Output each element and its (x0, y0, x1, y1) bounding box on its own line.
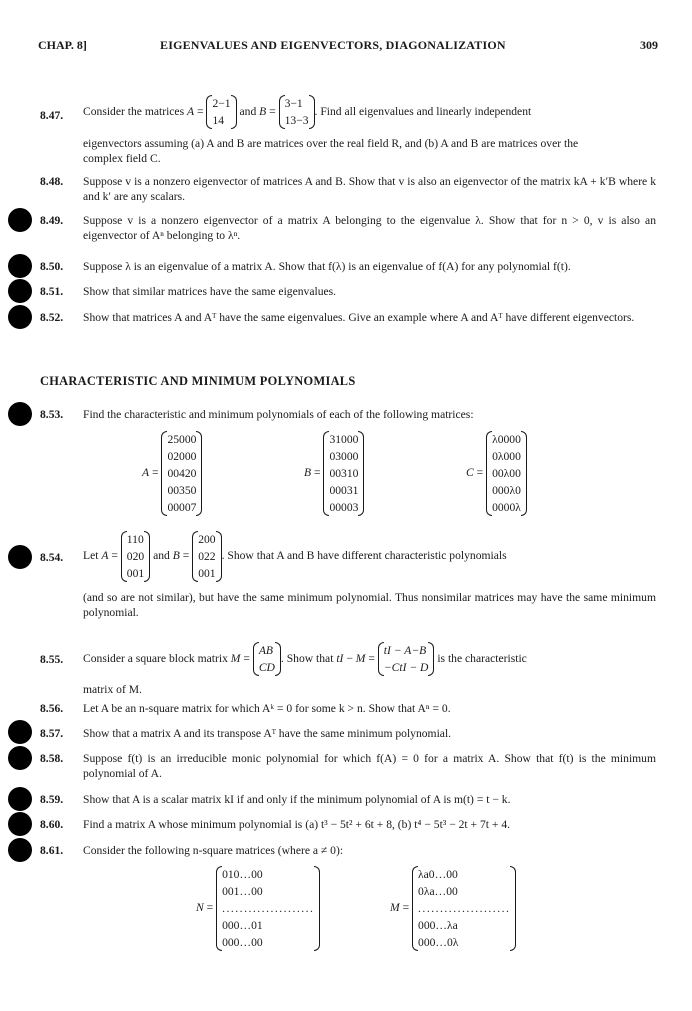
matrix-body (206, 95, 236, 129)
matrix-cell: 0 (341, 449, 347, 463)
matrix-cell: … (239, 935, 252, 949)
bullet-marker (8, 787, 32, 811)
matrix-row (167, 499, 196, 516)
matrix-cell: 1 (335, 432, 342, 446)
matrix-cell: a (429, 884, 435, 898)
matrix-row (127, 548, 144, 565)
matrix-cell: 0 (227, 884, 234, 898)
matrix-cell: 0 (346, 500, 353, 514)
matrix-cell: … (434, 867, 447, 881)
page-number: 309 (640, 38, 658, 52)
matrix-cell: 0 (256, 935, 263, 949)
bullet-marker (8, 208, 32, 232)
matrix-cell: 3 (352, 500, 359, 514)
right-paren (510, 866, 516, 951)
matrix-cell: B (265, 644, 273, 657)
matrix-cell: 5 (173, 432, 180, 446)
problem-8-50: 8.50. Suppose λ is an eigenvalue of a matrix A. Show that f(λ) is an eigenvalue of f(A) for any polynomial f(t). (40, 260, 571, 273)
matrix-ellipsis-row: ..................... (222, 901, 315, 915)
matrix-cell: 0 (126, 566, 133, 580)
matrix-row (259, 659, 275, 676)
matrix-body (216, 866, 320, 951)
problem-8-52: 8.52. Show that matrices A and Aᵀ have the same eigenvalues. Give an example where A and Aᵀ have different eigenvectors. (40, 311, 635, 324)
matrix-cell: 3 (335, 449, 342, 463)
matrix-cell: 0 (503, 483, 510, 497)
page-header (38, 38, 658, 56)
matrix-cell: 0 (179, 449, 185, 463)
matrix-cell: 1 (227, 867, 234, 881)
matrix-block-a: A = 25000 02000 00420 00350 00007 (142, 430, 202, 516)
matrix-cell: 0 (251, 918, 257, 932)
matrix-row (418, 934, 510, 951)
matrix-cell: 13 (284, 114, 297, 127)
matrix-cell: 0 (329, 449, 336, 463)
matrix-cell: … (239, 918, 252, 932)
matrix-cell: 2 (203, 549, 210, 563)
matrix-body (412, 866, 516, 951)
matrix-cell: 0 (167, 483, 174, 497)
matrix-row (222, 934, 314, 951)
matrix-cell: … (435, 935, 447, 949)
matrix-cell: 0 (179, 432, 185, 446)
matrix-cell: 0 (251, 867, 257, 881)
matrix-cell: 0 (209, 532, 216, 546)
matrix-cell: 1 (209, 566, 216, 580)
matrix-row (329, 431, 358, 448)
matrix-cell: 0 (515, 466, 521, 480)
right-paren (358, 431, 364, 516)
matrix-cell: 3 (341, 466, 347, 480)
matrix-row (222, 917, 314, 934)
matrix-cell: 0 (497, 432, 504, 446)
matrix-cell: 0 (335, 500, 342, 514)
matrix-ti-minus-m (378, 642, 435, 676)
matrix-cell: A (258, 644, 266, 657)
matrix-cell: 0 (509, 449, 516, 463)
matrix-cell: 0 (352, 432, 359, 446)
matrix-body (161, 431, 202, 516)
matrix-cell: 0 (256, 867, 263, 881)
matrix-cell: 4 (179, 466, 185, 480)
matrix-cell: 0 (418, 935, 424, 949)
matrix-cell: 0 (233, 918, 240, 932)
matrix-b (192, 531, 221, 582)
matrix-cell: 0 (132, 566, 139, 580)
matrix-cell: 0 (428, 867, 435, 881)
right-paren (231, 95, 237, 129)
matrix-cell: 1 (126, 532, 133, 546)
problem-8-60: 8.60. Find a matrix A whose minimum polynomial is (a) t³ − 5t² + 6t + 8, (b) t⁴ − 5t³ − 2t + 7t + 4. (40, 818, 511, 831)
matrix-cell: 2 (132, 549, 139, 563)
matrix-row (492, 499, 521, 516)
problem-8-55: 8.55. Consider a square block matrix M = AB CD . Show that tI − M = tI − A−B −CtI − D is the characteristic matrix of M. (40, 644, 527, 696)
matrix-row (259, 642, 275, 659)
matrix-row (167, 431, 196, 448)
matrix-cell: 1 (138, 566, 145, 580)
matrix-row (492, 431, 521, 448)
matrix-b (323, 431, 364, 516)
right-paren (521, 431, 527, 516)
matrix-row (329, 465, 358, 482)
matrix-cell: 0 (190, 483, 197, 497)
matrix-row (167, 465, 196, 482)
matrix-cell: 0 (509, 432, 516, 446)
matrix-cell: 0 (190, 432, 197, 446)
matrix-row (167, 448, 196, 465)
right-paren (275, 642, 281, 676)
matrix-cell: … (434, 884, 447, 898)
bullet-marker (8, 402, 32, 426)
matrix-cell: 0 (418, 918, 424, 932)
problem-8-49: 8.49. Suppose v is a nonzero eigenvector of a matrix A belonging to the eigenvalue λ. Show that for n > 0, v is also an eigenvector of Aⁿ belonging to λⁿ. (40, 214, 656, 243)
matrix-b (279, 95, 315, 129)
matrix-cell: … (239, 884, 252, 898)
matrix-cell: 0 (137, 532, 144, 546)
matrix-cell: 0 (429, 918, 436, 932)
matrix-n (216, 866, 320, 951)
chapter-label: CHAP. 8] (38, 38, 87, 52)
matrix-cell: 0 (341, 432, 347, 446)
matrix-a (121, 531, 150, 582)
problem-8-58: 8.58. Suppose f(t) is an irreducible monic polynomial for which f(A) = 0 for a matrix A. Show that f(t) is the minimum polynomial of A. (40, 752, 656, 781)
matrix-cell: 2 (173, 449, 180, 463)
matrix-cell: a (423, 867, 429, 881)
matrix-cell: 0 (184, 449, 191, 463)
problem-8-48: 8.48. Suppose v is a nonzero eigenvector of matrices A and B. Show that v is also an eigenvector of the matrix kA + k′B where k and k′ are any scalars. (40, 175, 656, 204)
matrix-row (285, 95, 309, 112)
matrix-row (285, 112, 309, 129)
matrix-cell: 0 (251, 935, 257, 949)
matrix-cell: 0 (222, 884, 228, 898)
matrix-cell: λ (418, 867, 424, 881)
matrix-row (198, 531, 215, 548)
matrix-cell: tI − D (399, 661, 429, 674)
matrix-cell: 0 (418, 884, 424, 898)
bullet-marker (8, 545, 32, 569)
matrix-cell: 0 (492, 449, 498, 463)
matrix-row (212, 112, 230, 129)
matrix-cell: 0 (423, 935, 430, 949)
matrix-cell: 0 (198, 566, 204, 580)
matrix-cell: 0 (335, 483, 342, 497)
matrix-cell: 1 (346, 466, 353, 480)
matrix-row (492, 465, 521, 482)
matrix-cell: 0 (329, 466, 336, 480)
matrix-cell: 0 (173, 483, 180, 497)
matrix-block-m: M = λa0…00 0λa…00 ..................... 000…λa 000…0λ (390, 864, 516, 952)
matrix-cell: 5 (184, 483, 191, 497)
matrix-cell: 0 (179, 500, 185, 514)
matrix-cell: 0 (227, 918, 234, 932)
matrix-cell: 0 (184, 500, 191, 514)
matrix-cell: 0 (198, 549, 204, 563)
matrix-row (492, 448, 521, 465)
matrix-cell: 3 (284, 97, 291, 110)
matrix-c (486, 431, 527, 516)
matrix-block-n: N = 010…00 001…00 ..................... 000…01 000…00 (196, 864, 320, 952)
matrix-cell: 0 (173, 500, 180, 514)
matrix-cell: 0 (227, 935, 234, 949)
matrix-cell: λ (447, 918, 453, 932)
matrix-cell: −3 (296, 114, 309, 127)
matrix-cell: 0 (515, 483, 521, 497)
matrix-body (486, 431, 527, 516)
matrix-cell: 0 (126, 549, 133, 563)
bullet-marker (8, 720, 32, 744)
matrix-row (198, 548, 215, 565)
matrix-cell: 0 (515, 449, 521, 463)
matrix-block-c: C = λ0000 0λ000 00λ00 000λ0 0000λ (466, 430, 527, 516)
matrix-row (329, 499, 358, 516)
matrix-a (206, 95, 236, 129)
chapter-title: EIGENVALUES AND EIGENVECTORS, DIAGONALIZATION (160, 38, 506, 52)
matrix-cell: −B (411, 644, 427, 657)
matrix-cell: 0 (492, 500, 498, 514)
matrix-cell: … (435, 918, 447, 932)
matrix-row (492, 482, 521, 499)
matrix-cell: 0 (167, 466, 174, 480)
matrix-cell: D (266, 661, 275, 674)
matrix-body (279, 95, 315, 129)
matrix-cell: λ (492, 432, 498, 446)
matrix-row (418, 900, 510, 917)
matrix-row (222, 900, 314, 917)
matrix-cell: 0 (341, 483, 347, 497)
matrix-cell: λ (423, 884, 430, 898)
matrix-cell: 0 (222, 918, 228, 932)
matrix-cell: 0 (203, 532, 210, 546)
matrix-cell: λ (497, 449, 504, 463)
matrix-m (253, 642, 281, 676)
matrix-cell: λ (515, 500, 521, 514)
matrix-body (378, 642, 435, 676)
matrix-cell: 3 (179, 483, 185, 497)
matrix-row (418, 917, 510, 934)
matrix-cell: 1 (233, 884, 240, 898)
right-paren (144, 531, 150, 582)
matrix-cell: −1 (290, 97, 303, 110)
matrix-cell: 0 (167, 500, 174, 514)
matrix-row (212, 95, 230, 112)
matrix-cell: 0 (184, 432, 191, 446)
matrix-body (253, 642, 281, 676)
matrix-cell: 0 (451, 884, 458, 898)
problem-8-61: 8.61. Consider the following n-square matrices (where a ≠ 0): (40, 844, 344, 857)
matrix-cell: 2 (167, 432, 174, 446)
matrix-cell: 0 (335, 466, 342, 480)
problem-8-51: 8.51. Show that similar matrices have the same eigenvalues. (40, 285, 337, 298)
right-paren (428, 642, 434, 676)
matrix-cell: 0 (222, 867, 228, 881)
matrix-row (198, 565, 215, 582)
problem-8-53: 8.53. Find the characteristic and minimum polynomials of each of the following matrices: (40, 408, 474, 421)
matrix-cell: λ (509, 483, 516, 497)
matrix-cell: 0 (233, 935, 240, 949)
matrix-body (121, 531, 150, 582)
problem-number: 8.47. (40, 109, 64, 122)
problem-8-57: 8.57. Show that a matrix A and its transpose Aᵀ have the same minimum polynomial. (40, 727, 452, 740)
matrix-cell: 0 (423, 918, 430, 932)
bullet-marker (8, 746, 32, 770)
matrix-cell: 0 (233, 867, 240, 881)
matrix-row (222, 883, 314, 900)
problem-8-59: 8.59. Show that A is a scalar matrix kI if and only if the minimum polynomial of A is m(t) = t − k. (40, 793, 511, 806)
problem-text: Consider the matrices A = 2−1 14 and B = 3−1 13−3 . Find all eigenvalues and linearly independent eigenvectors assuming (a) A and B are matrices over the real field R, and (b) A and B are matrices over the complex field C. (83, 97, 579, 166)
matrix-row (127, 531, 144, 548)
matrix-row (329, 448, 358, 465)
matrix-cell: 0 (503, 449, 510, 463)
bullet-marker (8, 254, 32, 278)
matrix-cell: 0 (190, 466, 197, 480)
matrix-cell: 2 (212, 97, 219, 110)
bullet-marker (8, 305, 32, 329)
matrix-cell: … (239, 867, 252, 881)
matrix-cell: 0 (329, 500, 336, 514)
matrix-cell: 1 (352, 483, 359, 497)
matrix-cell: −1 (218, 97, 231, 110)
matrix-cell: λ (452, 935, 459, 949)
matrix-cell: 0 (497, 483, 504, 497)
matrix-cell: 0 (497, 500, 504, 514)
matrix-row (167, 482, 196, 499)
matrix-cell: 0 (251, 884, 257, 898)
matrix-cell: 0 (509, 466, 516, 480)
matrix-cell: 0 (515, 432, 521, 446)
matrix-row (329, 482, 358, 499)
matrix-cell: 0 (329, 483, 336, 497)
matrix-cell: 0 (167, 449, 174, 463)
matrix-cell: 3 (329, 432, 336, 446)
bullet-marker (8, 812, 32, 836)
matrix-cell: 0 (447, 935, 453, 949)
bullet-marker (8, 838, 32, 862)
problem-8-54: 8.54. Let A = 110 020 001 and B = 200 022 001 . Show that A and B have different characteristic polynomials (and so are not similar), but have the same minimum polynomial. Thus nonsimilar matrices may have the same minimum polynomial. (40, 532, 656, 620)
matrix-cell: 2 (184, 466, 191, 480)
matrix-cell: 0 (138, 549, 145, 563)
matrix-m (412, 866, 516, 951)
matrix-cell: 0 (352, 466, 359, 480)
matrix-cell: 2 (209, 549, 216, 563)
matrix-cell: 1 (256, 918, 263, 932)
matrix-cell: 0 (446, 884, 452, 898)
right-paren (314, 866, 320, 951)
matrix-cell: 0 (346, 432, 353, 446)
matrix-row (418, 883, 510, 900)
matrix-cell: 1 (212, 114, 219, 127)
matrix-cell: 0 (503, 432, 510, 446)
matrix-body (323, 431, 364, 516)
matrix-row (384, 659, 429, 676)
matrix-cell: 0 (503, 500, 510, 514)
matrix-cell: 0 (222, 935, 228, 949)
matrix-row (127, 565, 144, 582)
matrix-cell: 0 (492, 466, 498, 480)
matrix-cell: 0 (451, 867, 458, 881)
matrix-block-b: B = 31000 03000 00310 00031 00003 (304, 430, 364, 516)
matrix-cell: 1 (132, 532, 138, 546)
matrix-cell: tI − A (383, 644, 412, 657)
matrix-cell: 4 (218, 114, 225, 127)
matrix-body (192, 531, 221, 582)
matrix-cell: a (452, 918, 458, 932)
matrix-cell: 3 (346, 483, 353, 497)
matrix-cell: 2 (198, 532, 204, 546)
matrix-cell: 0 (346, 449, 353, 463)
matrix-cell: 0 (203, 566, 210, 580)
matrix-cell: 0 (173, 466, 180, 480)
matrix-cell: 0 (190, 449, 197, 463)
right-paren (216, 531, 222, 582)
matrix-row (222, 866, 314, 883)
problem-8-56: 8.56. Let A be an n-square matrix for which Aᵏ = 0 for some k > n. Show that Aⁿ = 0. (40, 702, 451, 715)
bullet-marker (8, 279, 32, 303)
matrix-cell: 0 (429, 935, 436, 949)
right-paren (196, 431, 202, 516)
matrix-a (161, 431, 202, 516)
matrix-cell: 0 (352, 449, 359, 463)
matrix-cell: 0 (492, 483, 498, 497)
matrix-cell: 0 (256, 884, 263, 898)
problem-8-47 (40, 88, 656, 167)
matrix-cell: 0 (446, 867, 452, 881)
matrix-cell: 0 (509, 500, 516, 514)
matrix-cell: −C (383, 661, 400, 674)
matrix-cell: 7 (190, 500, 197, 514)
section-title: CHARACTERISTIC AND MINIMUM POLYNOMIALS (40, 374, 356, 388)
right-paren (309, 95, 315, 129)
matrix-ellipsis-row: ..................... (418, 901, 511, 915)
matrix-row (384, 642, 429, 659)
matrix-row (418, 866, 510, 883)
matrix-cell: 0 (341, 500, 347, 514)
matrix-cell: C (258, 661, 267, 674)
matrix-cell: 0 (497, 466, 504, 480)
matrix-cell: λ (503, 466, 510, 480)
